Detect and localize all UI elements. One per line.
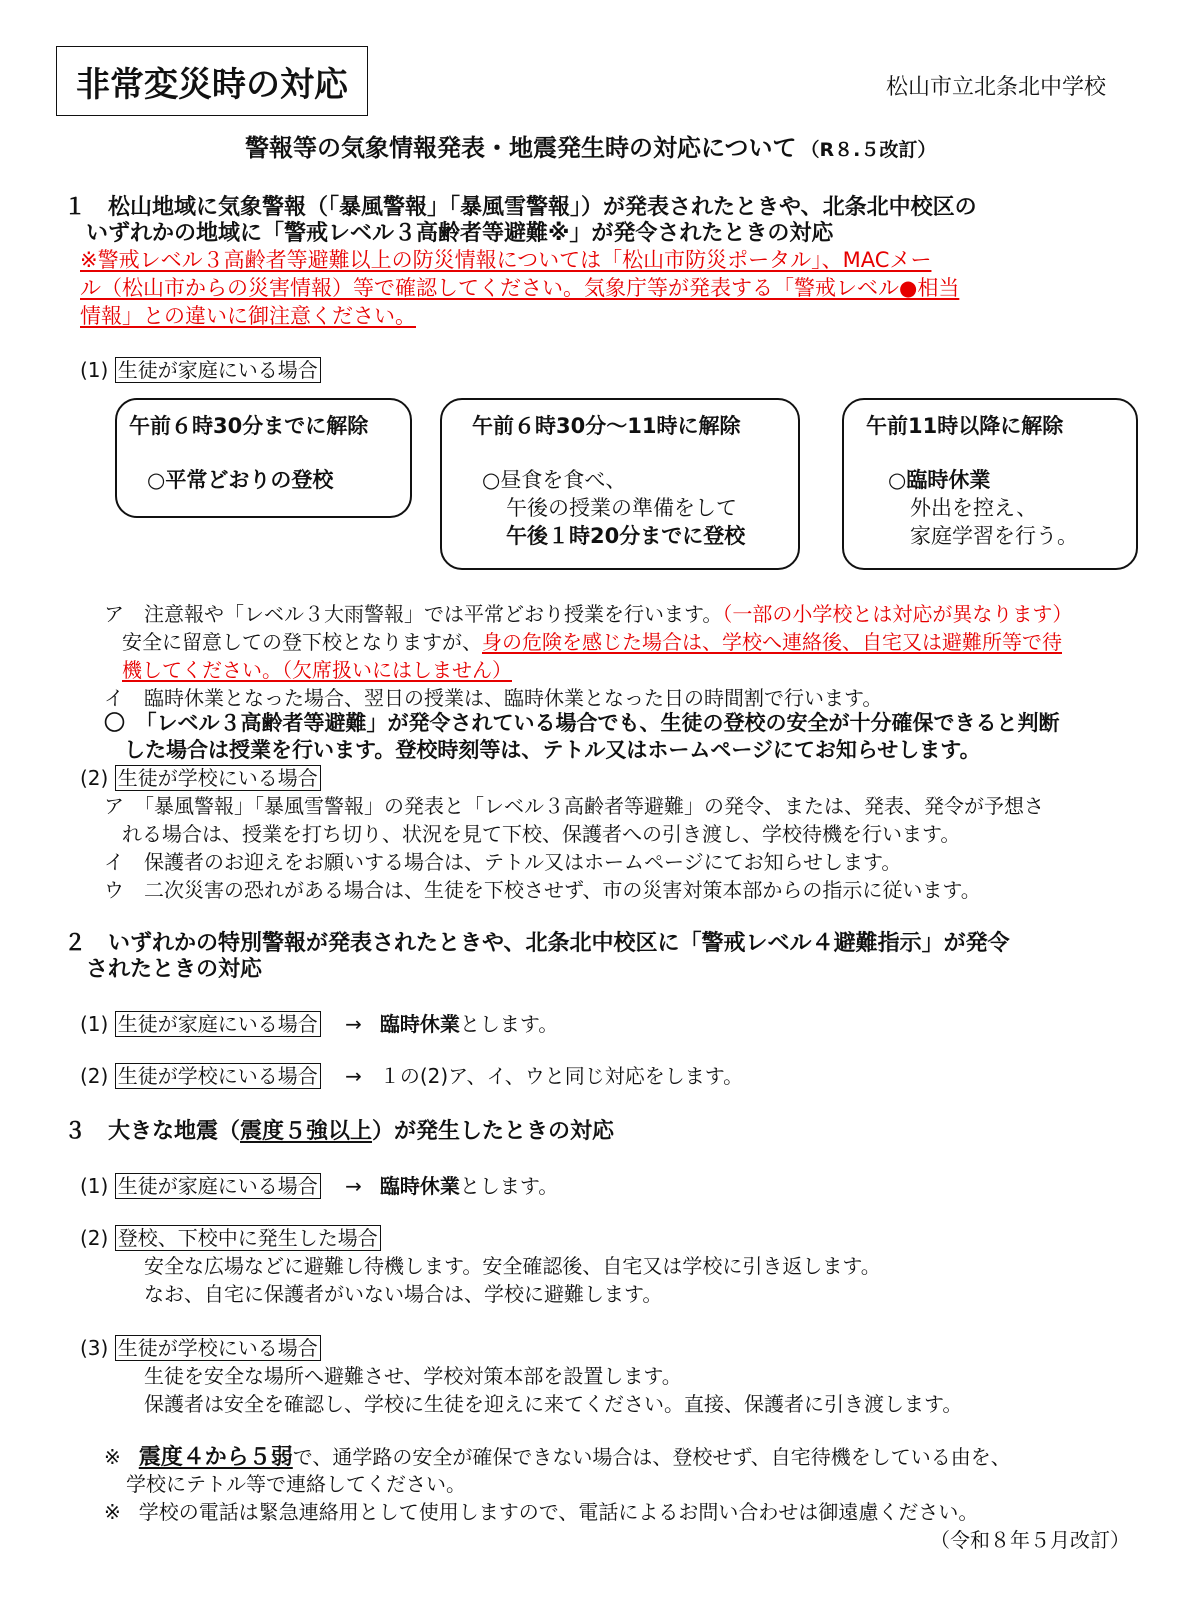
document-subtitle: 警報等の気象情報発表・地震発生時の対応について （R８.５改訂） <box>245 134 937 162</box>
card-line: 午後１時20分までに登校 <box>506 524 746 548</box>
case-label: 生徒が学校にいる場合 <box>115 1335 321 1361</box>
card-caption: 午前11時以降に解除 <box>866 414 1064 438</box>
s2-item-a: ア 「暴風警報」「暴風雪警報」の発表と「レベル３高齢者等避難」の発令、または、発表、発令が予想さ <box>104 794 1044 818</box>
revision-tag: （R８.５改訂） <box>800 139 937 161</box>
notice-circle-cont: した場合は授業を行います。登校時刻等は、テトル又はホームページにてお知らせします。 <box>124 738 981 762</box>
section3-sub3-text-cont: 保護者は安全を確認し、学校に生徒を迎えに来てください。直接、保護者に引き渡します。 <box>144 1392 963 1416</box>
card-630-to-11 <box>440 398 800 570</box>
note-shindo-cont: 学校にテトル等で連絡してください。 <box>126 1472 466 1496</box>
case-label: 生徒が学校にいる場合 <box>115 765 321 791</box>
card-line: ○平常どおりの登校 <box>147 468 334 492</box>
footer-revision: （令和８年５月改訂） <box>930 1528 1130 1552</box>
section1-sub2: (2) 生徒が学校にいる場合 <box>80 762 321 791</box>
section3-sub2: (2) 登校、下校中に発生した場合 <box>80 1222 381 1251</box>
section3-sub3-text: 生徒を安全な場所へ避難させ、学校対策本部を設置します。 <box>144 1364 682 1388</box>
s2-item-u: ウ 二次災害の恐れがある場合は、生徒を下校させず、市の災害対策本部からの指示に従います。 <box>104 878 981 902</box>
section1-heading-cont: いずれかの地域に「警戒レベル３高齢者等避難※」が発令されたときの対応 <box>86 221 834 246</box>
section2-sub2: (2) 生徒が学校にいる場合 → １の(2)ア、イ、ウと同じ対応をします。 <box>80 1064 744 1088</box>
item-a-cont2: 機してください。（欠席扱いにはしません） <box>122 658 512 682</box>
s2-item-i: イ 保護者のお迎えをお願いする場合は、テトル又はホームページにてお知らせします。 <box>104 850 902 874</box>
document-title: 非常変災時の対応 <box>56 46 368 116</box>
card-line: 午後の授業の準備をして <box>506 496 737 520</box>
case-label: 生徒が家庭にいる場合 <box>115 357 321 383</box>
notice-circle: 〇 「レベル３高齢者等避難」が発令されている場合でも、生徒の登校の安全が十分確保できると判断 <box>104 711 1060 735</box>
s2-item-a-cont: れる場合は、授業を打ち切り、状況を見て下校、保護者への引き渡し、学校待機を行います。 <box>122 822 961 846</box>
card-before-630 <box>115 398 412 518</box>
card-line: ○臨時休業 <box>888 468 991 492</box>
section3-heading: ３ 大きな地震（震度５強以上）が発生したときの対応 <box>64 1119 615 1144</box>
note-shindo: ※ 震度４から５弱で、通学路の安全が確保できない場合は、登校せず、自宅待機をしている由を、 <box>104 1445 1011 1470</box>
school-name: 松山市立北条北中学校 <box>886 75 1107 100</box>
section3-sub2-text: 安全な広場などに避難し待機します。安全確認後、自宅又は学校に引き返します。 <box>144 1254 881 1278</box>
case-label: 生徒が家庭にいる場合 <box>115 1173 321 1199</box>
section1-note-cont2: 情報」との違いに御注意ください。 <box>80 304 416 328</box>
section2-heading: ２ いずれかの特別警報が発表されたときや、北条北中校区に「警戒レベル４避難指示」が発令 <box>64 931 1010 956</box>
section1-note: ※警戒レベル３高齢者等避難以上の防災情報については「松山市防災ポータル」、MACメー <box>80 248 932 272</box>
card-line: 外出を控え、 <box>910 496 1038 520</box>
section2-sub1: (1) 生徒が家庭にいる場合 → 臨時休業とします。 <box>80 1012 559 1036</box>
section2-heading-cont: されたときの対応 <box>86 957 263 982</box>
case-label: 登校、下校中に発生した場合 <box>115 1225 381 1251</box>
card-line: 家庭学習を行う。 <box>910 524 1078 548</box>
section1-heading: １ 松山地域に気象警報（「暴風警報」「暴風雪警報」）が発表されたときや、北条北中校区の <box>64 195 977 220</box>
item-a-cont: 安全に留意しての登下校となりますが、身の危険を感じた場合は、学校へ連絡後、自宅又は避難所等で待 <box>122 630 1062 654</box>
card-caption: 午前６時30分〜11時に解除 <box>472 414 741 438</box>
case-label: 生徒が家庭にいる場合 <box>115 1011 321 1037</box>
section1-note-cont: ル（松山市からの災害情報）等で確認してください。気象庁等が発表する「警戒レベル●相当 <box>80 276 960 300</box>
section3-sub3: (3) 生徒が学校にいる場合 <box>80 1332 321 1361</box>
card-after-11 <box>842 398 1138 570</box>
card-caption: 午前６時30分までに解除 <box>129 414 369 438</box>
item-i: イ 臨時休業となった場合、翌日の授業は、臨時休業となった日の時間割で行います。 <box>104 686 883 710</box>
section1-sub1: (1) 生徒が家庭にいる場合 <box>80 354 321 383</box>
item-a: ア 注意報や「レベル３大雨警報」では平常どおり授業を行います。（一部の小学校とは対応が異なります） <box>104 602 1073 626</box>
card-line: ○昼食を食べ、 <box>482 468 627 492</box>
note-phone: ※ 学校の電話は緊急連絡用として使用しますので、電話によるお問い合わせは御遠慮ください。 <box>104 1500 979 1524</box>
case-label: 生徒が学校にいる場合 <box>115 1063 321 1089</box>
section3-sub2-text-cont: なお、自宅に保護者がいない場合は、学校に避難します。 <box>144 1282 663 1306</box>
section3-sub1: (1) 生徒が家庭にいる場合 → 臨時休業とします。 <box>80 1174 559 1198</box>
